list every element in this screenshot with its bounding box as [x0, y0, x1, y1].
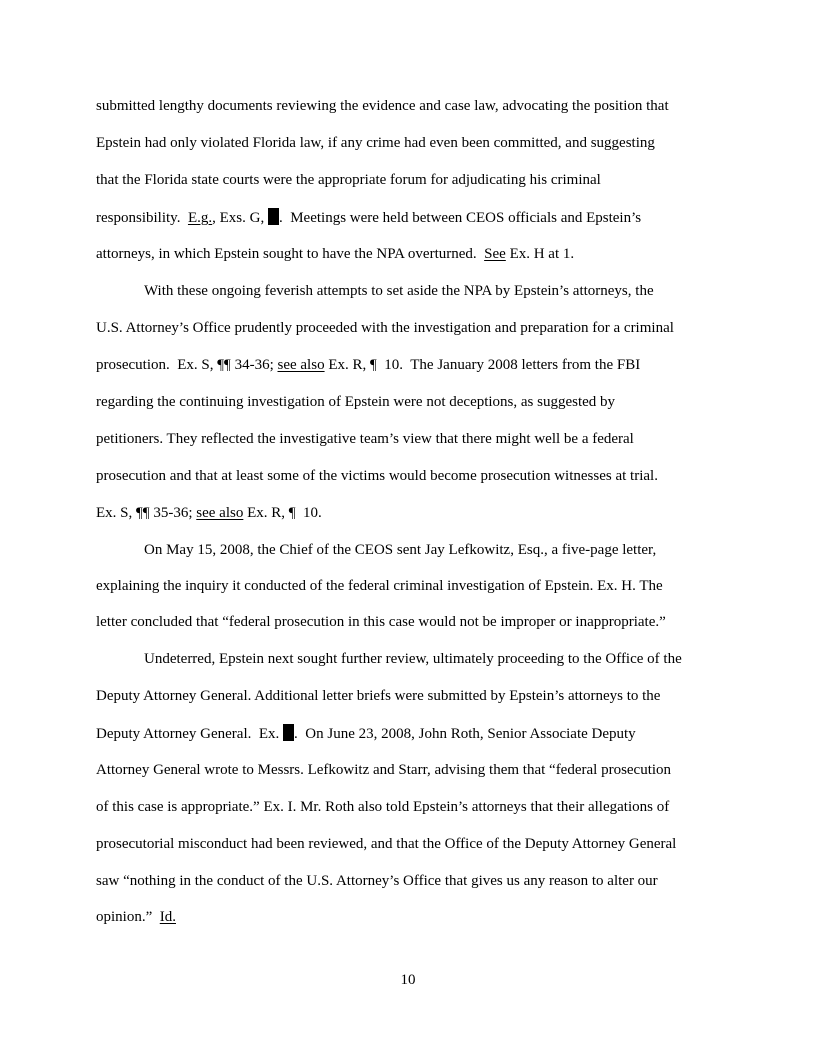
text-run: With these ongoing feverish attempts to set aside the NPA by Epstein’s attorneys, the	[144, 283, 654, 299]
paragraph-1-line-2	[96, 134, 655, 152]
paragraph-4-line-7	[96, 872, 658, 890]
paragraph-2-line-7	[96, 504, 322, 522]
text-run: submitted lengthy documents reviewing the evidence and case law, advocating the position that	[96, 98, 669, 114]
paragraph-4-line-1	[144, 650, 682, 668]
paragraph-3-line-2	[96, 577, 663, 595]
text-run: explaining the inquiry it conducted of the federal criminal investigation of Epstein. Ex. H. The	[96, 578, 663, 594]
text-run: U.S. Attorney’s Office prudently proceeded with the investigation and preparation for a criminal	[96, 320, 674, 336]
citation-signal-see-also: see also	[196, 505, 244, 521]
paragraph-1-line-3	[96, 171, 601, 189]
text-run: prosecutorial misconduct had been reviewed, and that the Office of the Deputy Attorney General	[96, 836, 677, 852]
citation-signal-eg: E.g.	[187, 210, 213, 226]
text-run: petitioners. They reflected the investigative team’s view that there might well be a federal	[96, 431, 634, 447]
paragraph-2-line-4	[96, 393, 615, 411]
text-run: Attorney General wrote to Messrs. Lefkowitz and Starr, advising them that “federal prosecution	[96, 762, 672, 778]
citation-signal-see: See	[484, 246, 506, 262]
text-run: Undeterred, Epstein next sought further review, ultimately proceeding to the Office of the	[144, 651, 682, 667]
paragraph-4-line-2	[96, 687, 660, 705]
paragraph-4-line-6	[96, 835, 676, 853]
paragraph-3-line-3	[96, 613, 666, 631]
text-run: letter concluded that “federal prosecution in this case would not be improper or inappropriate.”	[96, 614, 666, 630]
text-run: , Exs. G,	[212, 210, 268, 226]
paragraph-1-line-4	[96, 208, 641, 226]
text-run: prosecution and that at least some of the victims would become prosecution witnesses at trial.	[96, 468, 658, 484]
page-number: 10	[400, 972, 416, 988]
paragraph-4-line-3	[96, 724, 636, 742]
citation-signal-see-also: see also	[277, 357, 325, 373]
paragraph-4-line-5	[96, 798, 669, 816]
paragraph-2-line-3	[96, 356, 640, 374]
text-run: responsibility.	[96, 210, 188, 226]
text-run: of this case is appropriate.” Ex. I. Mr. Roth also told Epstein’s attorneys that their allegations of	[96, 799, 670, 815]
text-run: regarding the continuing investigation of Epstein were not deceptions, as suggested by	[96, 394, 616, 410]
text-run: Ex. H at 1.	[505, 246, 575, 262]
redaction-block	[268, 208, 279, 225]
text-run: prosecution. Ex. S, ¶¶ 34-36;	[96, 357, 278, 373]
paragraph-1-line-1	[96, 97, 669, 115]
text-run: that the Florida state courts were the appropriate forum for adjudicating his criminal	[96, 172, 601, 188]
paragraph-4-line-4	[96, 761, 671, 779]
text-run: Ex. R, ¶ 10.	[243, 505, 322, 521]
text-run: Deputy Attorney General. Ex.	[96, 726, 284, 742]
paragraph-2-line-6	[96, 467, 658, 485]
paragraph-1-line-5	[96, 245, 574, 263]
paragraph-2-line-1	[144, 282, 654, 300]
text-run: Epstein had only violated Florida law, if any crime had even been committed, and suggesting	[96, 135, 655, 151]
paragraph-4-line-8	[96, 908, 176, 926]
text-run: opinion.”	[96, 909, 160, 925]
text-run: Ex. R, ¶ 10. The January 2008 letters from the FBI	[324, 357, 641, 373]
redaction-block	[283, 724, 294, 741]
text-run: On May 15, 2008, the Chief of the CEOS sent Jay Lefkowitz, Esq., a five-page letter,	[144, 542, 657, 558]
paragraph-2-line-2	[96, 319, 674, 337]
text-run: . On June 23, 2008, John Roth, Senior Associate Deputy	[294, 726, 636, 742]
text-run: attorneys, in which Epstein sought to have the NPA overturned.	[96, 246, 485, 262]
paragraph-3-line-1	[144, 541, 656, 559]
text-run: saw “nothing in the conduct of the U.S. Attorney’s Office that gives us any reason to alter our	[96, 873, 658, 889]
paragraph-2-line-5	[96, 430, 634, 448]
text-run: . Meetings were held between CEOS officials and Epstein’s	[278, 210, 642, 226]
text-run: Deputy Attorney General. Additional letter briefs were submitted by Epstein’s attorneys to the	[96, 688, 661, 704]
text-run: Ex. S, ¶¶ 35-36;	[96, 505, 197, 521]
citation-id: Id.	[159, 909, 176, 925]
